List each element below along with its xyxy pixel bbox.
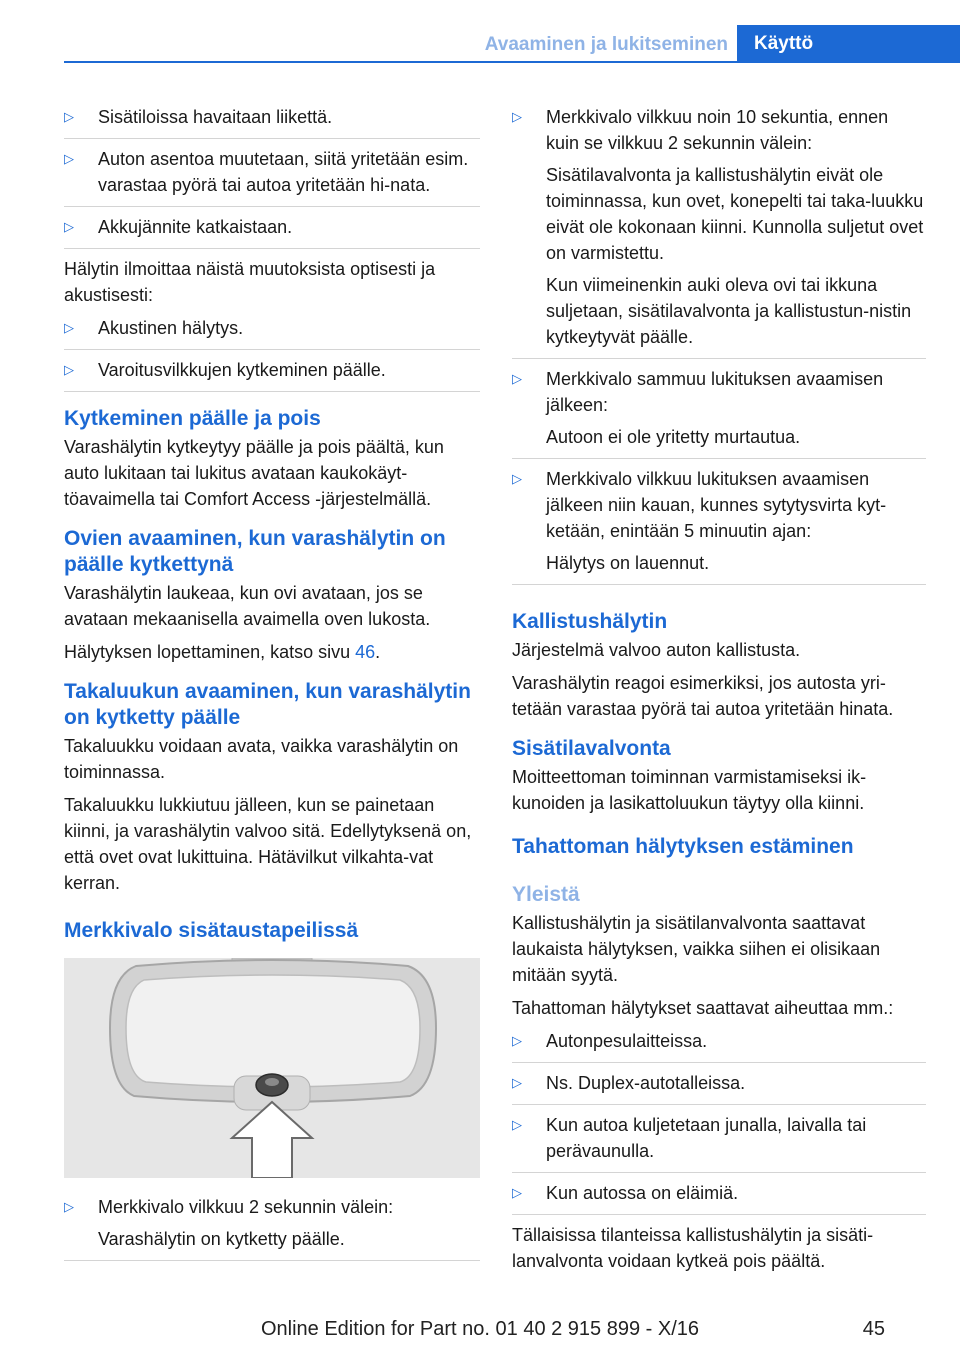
list-item	[512, 366, 926, 450]
bullet-list	[64, 315, 480, 392]
list-item-text: Kun autossa on eläimiä.	[546, 1183, 739, 1203]
list-divider	[512, 1172, 926, 1173]
section-heading: Kytkeminen päälle ja pois	[64, 407, 321, 430]
bullet-triangle-icon: ▷	[512, 1185, 522, 1200]
list-divider	[64, 1260, 480, 1261]
list-item	[64, 104, 480, 130]
list-item	[64, 357, 480, 383]
section-heading: Sisätilavalvonta	[512, 737, 671, 760]
bullet-list	[512, 104, 926, 585]
list-item-text: Sisätilavalvonta ja kallistushälytin eivät ole toiminnassa, kun ovet, konepelti tai taka-luukku eivät ole kokonaan kiinni. Kunnolla suljetut ovet on varmistettu.	[546, 165, 924, 263]
list-item-text: Akustinen hälytys.	[98, 318, 244, 338]
section-heading: Takaluukun avaaminen, kun varashälytin on kytketty päälle	[64, 680, 471, 729]
paragraph	[64, 639, 480, 665]
list-item	[512, 104, 926, 350]
section-heading: Ovien avaaminen, kun varashälytin on päälle kytkettynä	[64, 527, 446, 576]
paragraph: Varashälytin kytkeytyy päälle ja pois päältä, kun auto lukitaan tai lukitus avataan kaukokäyt-töavaimella tai Comfort Access -järjestelmällä.	[64, 437, 444, 509]
list-item-text: Ns. Duplex-autotalleissa.	[546, 1073, 746, 1093]
paragraph: Tahattoman hälytykset saattavat aiheuttaa mm.:	[512, 998, 894, 1018]
mirror-glass	[126, 975, 420, 1087]
list-item	[512, 1028, 926, 1054]
bullet-triangle-icon: ▷	[64, 151, 74, 166]
left-column	[64, 104, 480, 1268]
list-divider	[512, 458, 926, 459]
list-item-text: Varoitusvilkkujen kytkeminen päälle.	[98, 360, 386, 380]
list-item	[512, 466, 926, 576]
section-heading: Kallistushälytin	[512, 610, 668, 633]
bullet-triangle-icon: ▷	[64, 219, 74, 234]
bullet-triangle-icon: ▷	[64, 362, 74, 377]
list-divider	[64, 138, 480, 139]
subsection-heading: Yleistä	[512, 883, 580, 906]
list-divider	[512, 1214, 926, 1215]
list-item	[64, 1194, 480, 1252]
page-number: 45	[862, 1318, 885, 1340]
list-divider	[512, 1104, 926, 1105]
list-divider	[64, 349, 480, 350]
paragraph: Takaluukku lukkiutuu jälleen, kun se painetaan kiinni, ja varashälytin valvoo sitä. Edellytyksenä on, että ovet ovat lukittuina. Hätävilkut vilkahta-vat kerran.	[64, 795, 472, 893]
list-divider	[64, 206, 480, 207]
bullet-list	[64, 104, 480, 249]
list-item-text: Hälytys on lauennut.	[546, 553, 710, 573]
paragraph: Kallistushälytin ja sisätilanvalvonta saattavat laukaista hälytyksen, vaikka siihen ei olisikaan mitään syytä.	[512, 913, 881, 985]
bullet-triangle-icon: ▷	[512, 1075, 522, 1090]
section-heading: Merkkivalo sisätaustapeilissä	[64, 919, 359, 942]
list-item-text: Varashälytin on kytketty päälle.	[98, 1229, 345, 1249]
list-item-text: Kun viimeinenkin auki oleva ovi tai ikkuna suljetaan, sisätilavalvonta ja kallistustun-nistin kytkeytyvät päälle.	[546, 275, 912, 347]
paragraph-end: .	[375, 642, 381, 662]
list-item-text: Autoon ei ole yritetty murtautua.	[546, 427, 801, 447]
header-tab: Käyttö	[737, 25, 960, 63]
header-section-title: Avaaminen ja lukitseminen	[484, 34, 728, 55]
list-item	[512, 1070, 926, 1096]
footer-edition: Online Edition for Part no. 01 40 2 915 899 - X/16	[260, 1318, 700, 1340]
paragraph: Järjestelmä valvoo auton kallistusta.	[512, 640, 801, 660]
list-item-text: Akkujännite katkaistaan.	[98, 217, 293, 237]
bullet-list	[64, 1194, 480, 1261]
list-item	[512, 1112, 926, 1164]
mirror-illustration	[64, 958, 480, 1178]
paragraph: Moitteettoman toiminnan varmistamiseksi ik-kunoiden ja lasikattoluukun täytyy olla kiinni.	[512, 767, 867, 813]
list-item	[64, 146, 480, 198]
list-item	[512, 1180, 926, 1206]
list-item	[64, 315, 480, 341]
list-divider	[512, 584, 926, 585]
list-divider	[64, 248, 480, 249]
paragraph: Tällaisissa tilanteissa kallistushälytin ja sisäti-lanvalvonta voidaan kytkeä pois päältä.	[512, 1225, 874, 1271]
indicator-lamp-highlight	[265, 1078, 279, 1086]
bullet-triangle-icon: ▷	[512, 109, 522, 124]
right-column	[512, 104, 926, 1281]
bullet-triangle-icon: ▷	[512, 1033, 522, 1048]
bullet-triangle-icon: ▷	[512, 471, 522, 486]
list-item-text: Merkkivalo sammuu lukituksen avaamisen jälkeen:	[546, 369, 884, 415]
list-divider	[64, 391, 480, 392]
paragraph-text: Hälytyksen lopettaminen, katso sivu	[64, 642, 356, 662]
section-heading: Tahattoman hälytyksen estäminen	[512, 835, 854, 858]
bullet-triangle-icon: ▷	[512, 371, 522, 386]
page-link[interactable]: 46	[355, 642, 376, 662]
list-item-text: Merkkivalo vilkkuu noin 10 sekuntia, ennen kuin se vilkkuu 2 sekunnin välein:	[546, 107, 889, 153]
list-item-text: Merkkivalo vilkkuu 2 sekunnin välein:	[98, 1197, 394, 1217]
list-item-text: Autonpesulaitteissa.	[546, 1031, 708, 1051]
bullet-triangle-icon: ▷	[64, 320, 74, 335]
list-item	[64, 214, 480, 240]
list-item-text: Kun autoa kuljetetaan junalla, laivalla tai perävaunulla.	[546, 1115, 867, 1161]
list-item-text: Auton asentoa muutetaan, siitä yritetään esim. varastaa pyörä tai autoa yritetään hi-nata.	[98, 149, 469, 195]
paragraph: Takaluukku voidaan avata, vaikka varashälytin on toiminnassa.	[64, 736, 459, 782]
list-item-text: Merkkivalo vilkkuu lukituksen avaamisen jälkeen niin kauan, kunnes sytytysvirta kyt-ketään, enintään 5 minuutin ajan:	[546, 469, 887, 541]
header-rule	[64, 61, 960, 63]
paragraph: Varashälytin reagoi esimerkiksi, jos autosta yri-tetään varastaa pyörä tai autoa yritetään hinata.	[512, 673, 894, 719]
bullet-triangle-icon: ▷	[64, 109, 74, 124]
list-divider	[512, 358, 926, 359]
bullet-triangle-icon: ▷	[512, 1117, 522, 1132]
bullet-list	[512, 1028, 926, 1215]
paragraph: Varashälytin laukeaa, kun ovi avataan, jos se avataan mekaanisella avaimella oven lukosta.	[64, 583, 431, 629]
paragraph: Hälytin ilmoittaa näistä muutoksista optisesti ja akustisesti:	[64, 259, 436, 305]
bullet-triangle-icon: ▷	[64, 1199, 74, 1214]
list-item-text: Sisätiloissa havaitaan liikettä.	[98, 107, 333, 127]
list-divider	[512, 1062, 926, 1063]
